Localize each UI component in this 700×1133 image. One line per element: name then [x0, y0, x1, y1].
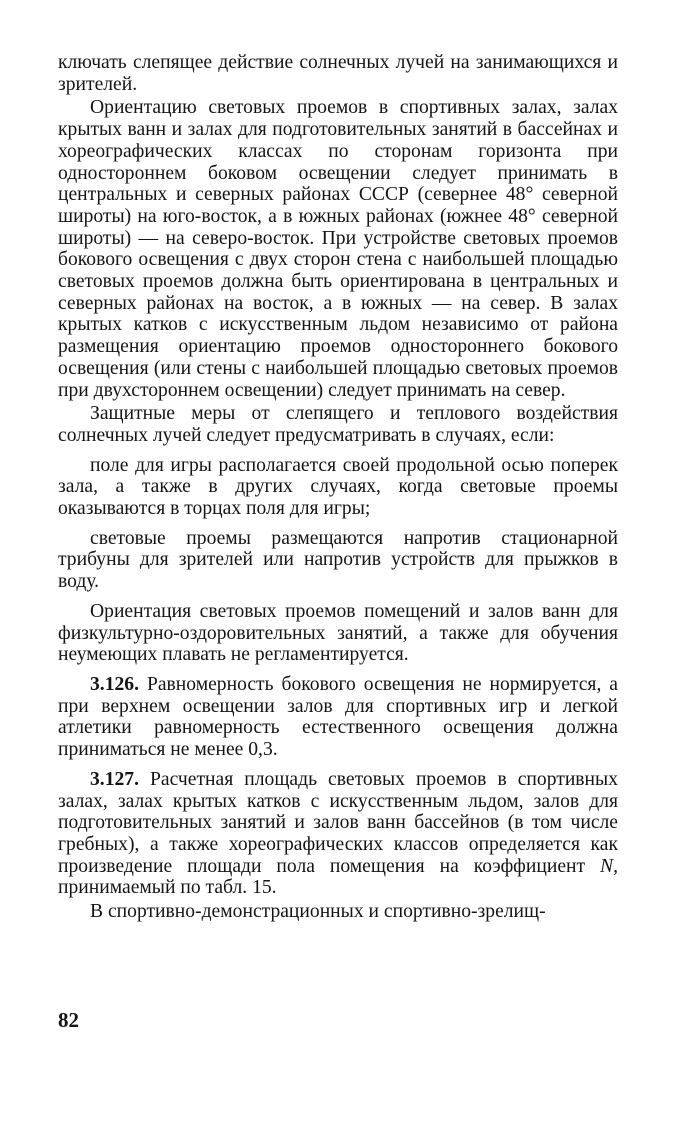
paragraph-last-line: В спортивно-демонстрационных и спортивно-зрелищ- [90, 901, 546, 923]
section-3-127-text-after: принимаемый по табл. 15. [58, 877, 277, 899]
section-3-126 [58, 674, 618, 761]
paragraph-orientation: Ориентацию световых проемов в спортивных залах, залах крытых ванн и залах для подготовительных занятий в бассейнах и хореографических классах по сторонам горизонта при одностороннем боковом освещении следует принимать в центральных и северных районах СССР (севернее 48° северной широты) на юго-восток, а в южных районах (южнее 48° северной широты) — на северо-восток. При устройстве световых проемов бокового освещения с двух сторон стена с наибольшей площадью световых проемов должна быть ориентирована в центральных и северных районах на восток, а в южных — на север. В залах крытых катков с искусственным льдом независимо от района размещения ориентацию проемов одностороннего бокового освещения (или стены с наибольшей площадью световых проемов при двухстороннем освещении) следует принимать на север. [58, 97, 618, 401]
page-body [58, 52, 618, 923]
page-number: 82 [58, 1008, 79, 1032]
paragraph-continuation: ключать слепящее действие солнечных лучей на занимающихся и зрителей. [58, 52, 618, 95]
paragraph-protective-measures: Защитные меры от слепящего и теплового воздействия солнечных лучей следует предусматривать в случаях, если: [58, 403, 618, 446]
section-3-126-number: 3.126. [90, 673, 139, 695]
paragraph-orientation-wellness: Ориентация световых проемов помещений и залов ванн для физкультурно-оздоровительных занятий, а также для обучения неумеющих плавать не регламентируется. [58, 600, 618, 666]
section-3-127 [58, 769, 618, 899]
section-3-127-text-before: Расчетная площадь световых проемов в спортивных залах, залах крытых катков с искусственным льдом, залов для подготовительных занятий и залов ванн бассейнов (в том числе гребных), а также хореографических классов определяется как произведение площади пола помещения на коэффициент [58, 768, 618, 877]
list-item-playing-field: поле для игры располагается своей продольной осью поперек зала, а также в других случаях, когда световые проемы оказываются в торцах поля для игры; [58, 454, 618, 520]
section-3-126-text: Равномерность бокового освещения не нормируется, а при верхнем освещении залов для спортивных игр и легкой атлетики равномерность естественного освещения должна приниматься не менее 0,3. [58, 673, 618, 761]
list-item-tribune: световые проемы размещаются напротив стационарной трибуны для зрителей или напротив устройств для прыжков в воду. [58, 527, 618, 593]
section-3-127-number: 3.127. [90, 768, 139, 790]
coefficient-n: N, [600, 855, 618, 877]
